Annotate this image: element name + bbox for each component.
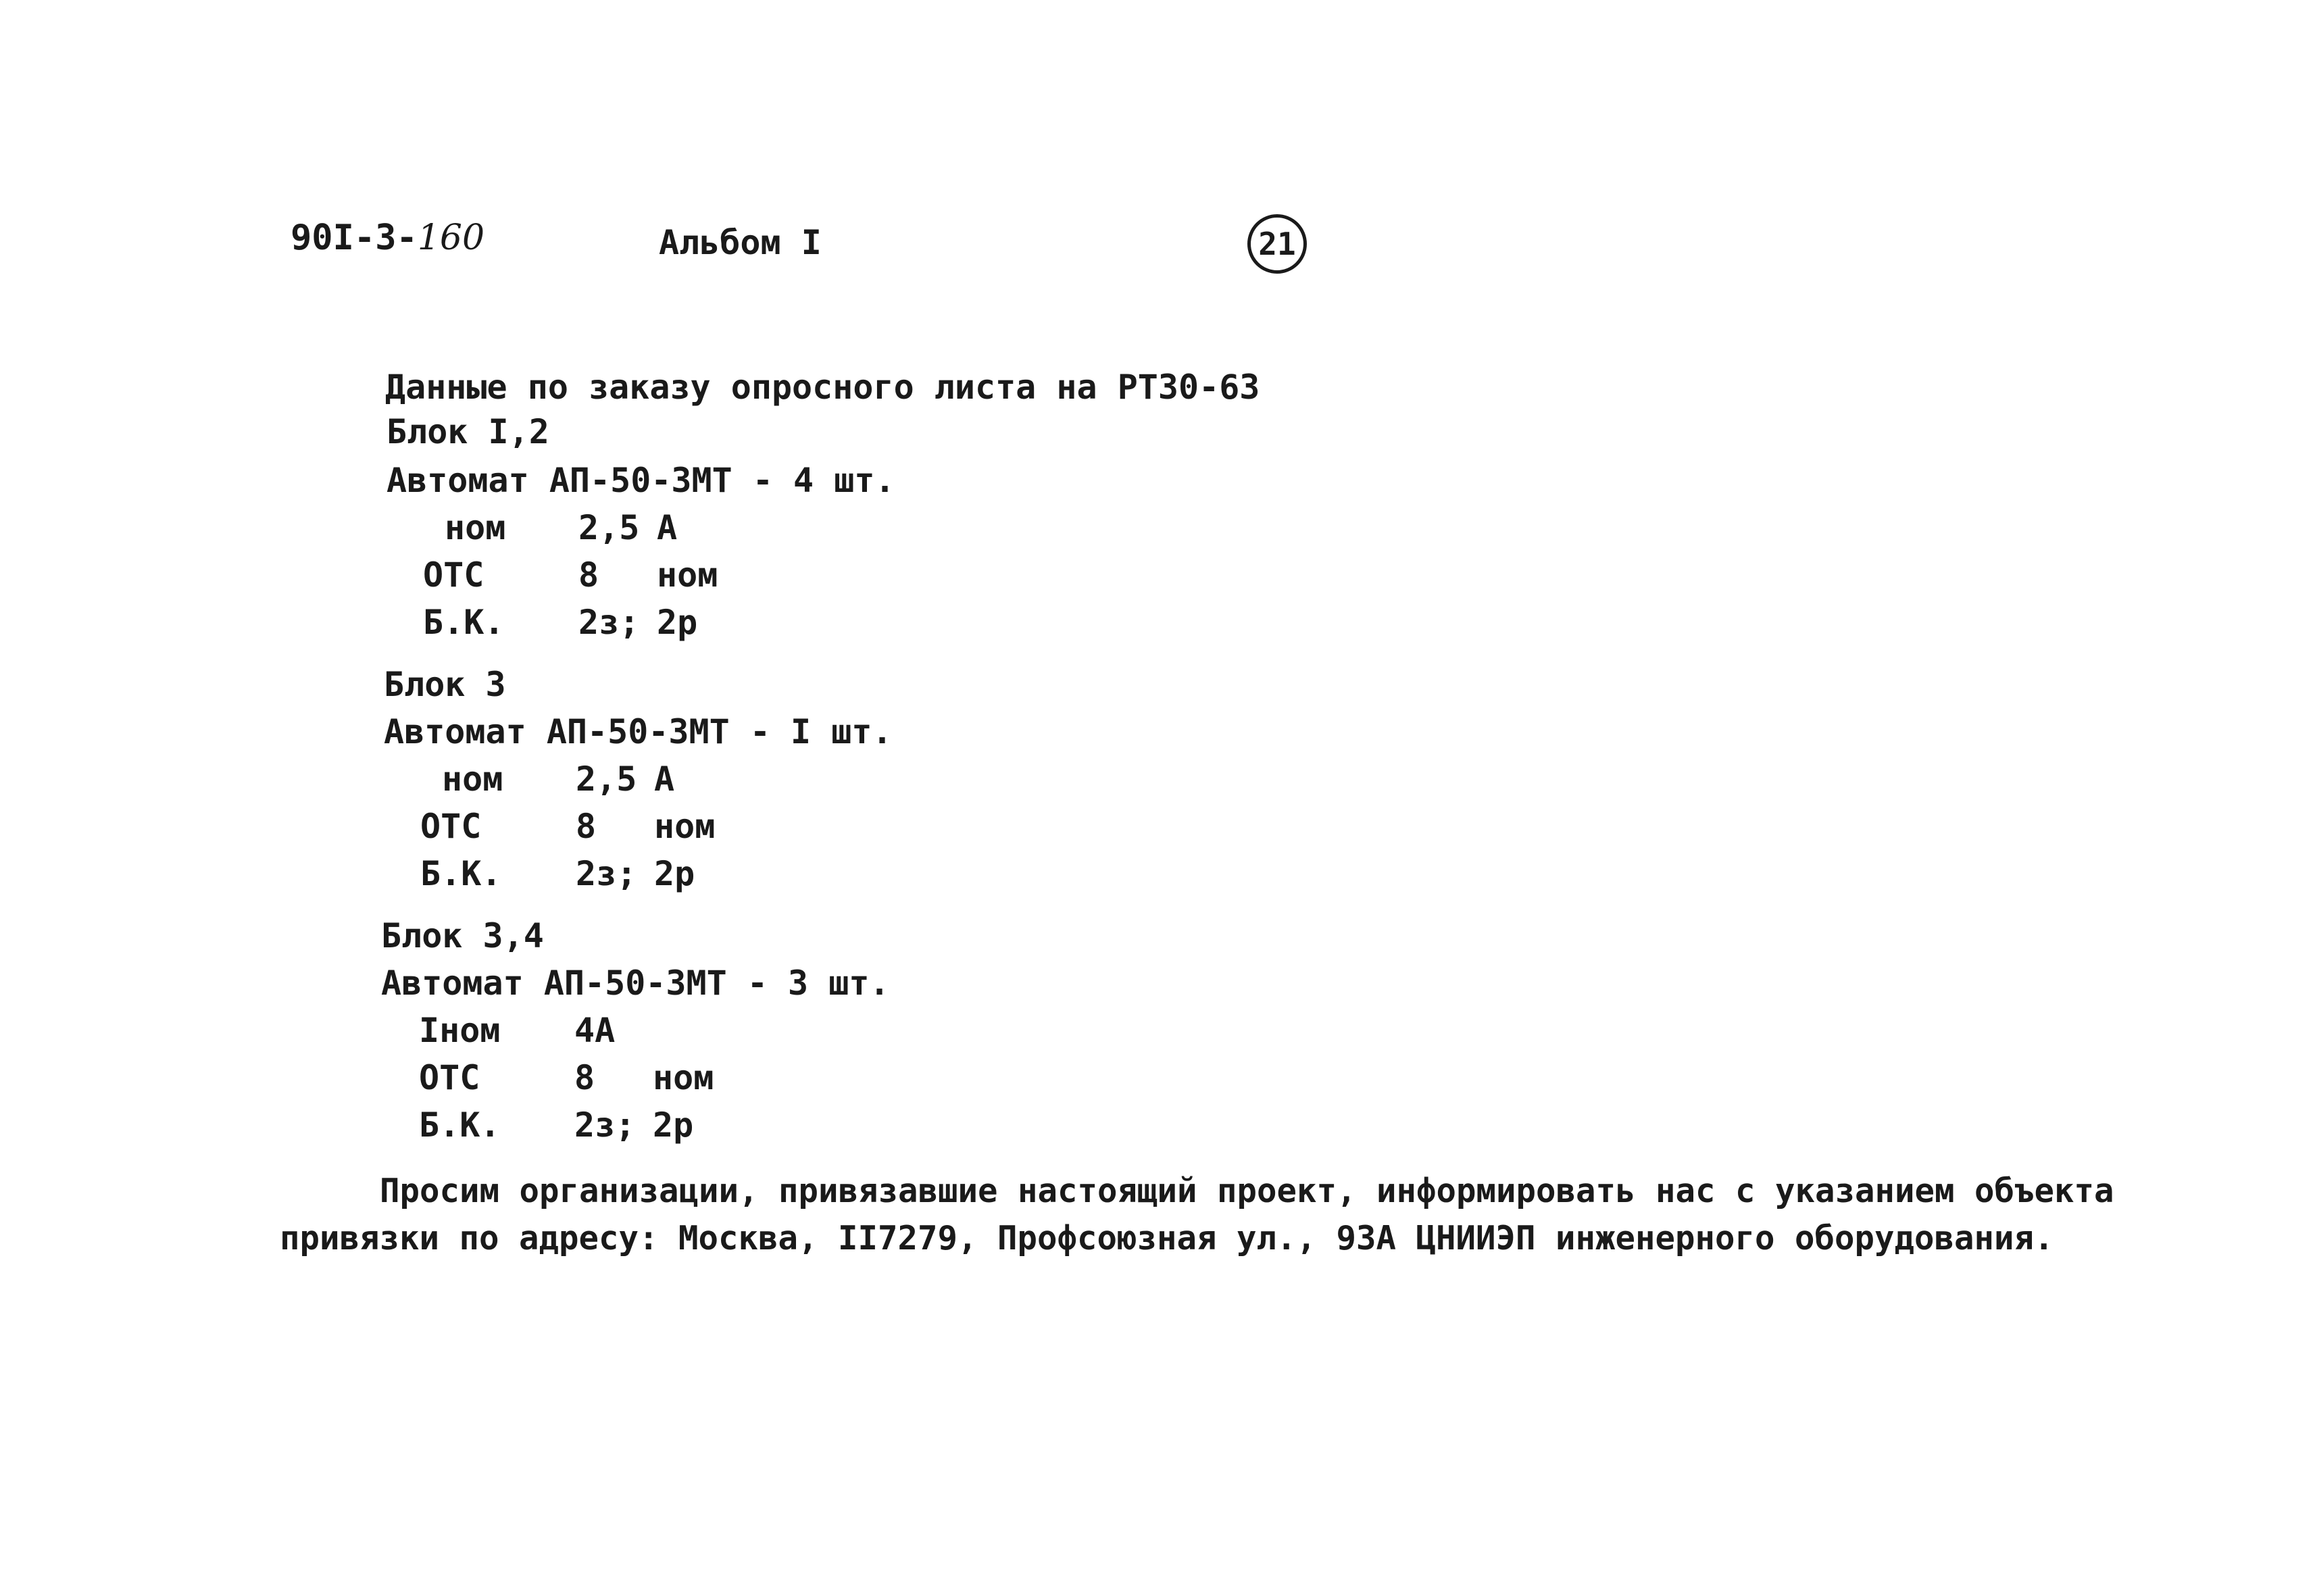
page-number-badge [1247,214,1307,274]
param-value: 2,5 [576,759,637,799]
block-heading: Блок 3 [384,665,506,704]
param-value: 8 [574,1058,595,1097]
param-name: Б.К. [419,1105,501,1145]
param-value: 2з; [574,1105,636,1145]
document-code-prefix: 90I-3- [291,218,418,258]
param-unit: 2р [653,1105,694,1145]
block-device: Автомат АП-50-3МТ - 4 шт. [387,461,895,500]
param-unit: А [654,759,675,799]
param-name: ном [442,759,503,799]
param-value: 2,5 [578,508,640,547]
param-unit: ном [657,555,718,595]
param-name: Iном [419,1011,501,1050]
param-value: 2з; [578,603,640,642]
param-name: ном [445,508,506,547]
param-name: ОТС [419,1058,480,1097]
param-value: 8 [576,807,597,846]
param-name: ОТС [423,555,484,595]
param-value: 8 [578,555,599,595]
param-unit: 2р [657,603,698,642]
param-name: Б.К. [423,603,505,642]
closing-paragraph-line-1: Просим организации, привязавшие настоящий проект, информировать нас с указанием объекта [380,1172,2114,1210]
album-label: Альбом I [659,223,822,262]
block-heading: Блок I,2 [387,412,549,451]
page-number: 21 [1258,226,1296,262]
document-code [291,218,484,258]
param-unit: 2р [654,854,695,893]
param-value: 4А [574,1011,616,1050]
param-unit: ном [653,1058,714,1097]
param-value: 2з; [576,854,637,893]
block-device: Автомат АП-50-3МТ - 3 шт. [381,964,890,1003]
closing-paragraph-line-2: привязки по адресу: Москва, II7279, Профсоюзная ул., 93А ЦНИИЭП инженерного оборудования. [280,1219,2054,1257]
param-unit: ном [654,807,716,846]
param-unit: А [657,508,678,547]
document-code-handwritten: 160 [417,218,485,258]
block-heading: Блок 3,4 [381,916,544,955]
document-title: Данные по заказу опросного листа на РТ30-63 [385,368,1260,407]
param-row [0,1105,694,1243]
block-device: Автомат АП-50-3МТ - I шт. [384,712,893,751]
param-name: Б.К. [420,854,502,893]
param-name: ОТС [420,807,482,846]
